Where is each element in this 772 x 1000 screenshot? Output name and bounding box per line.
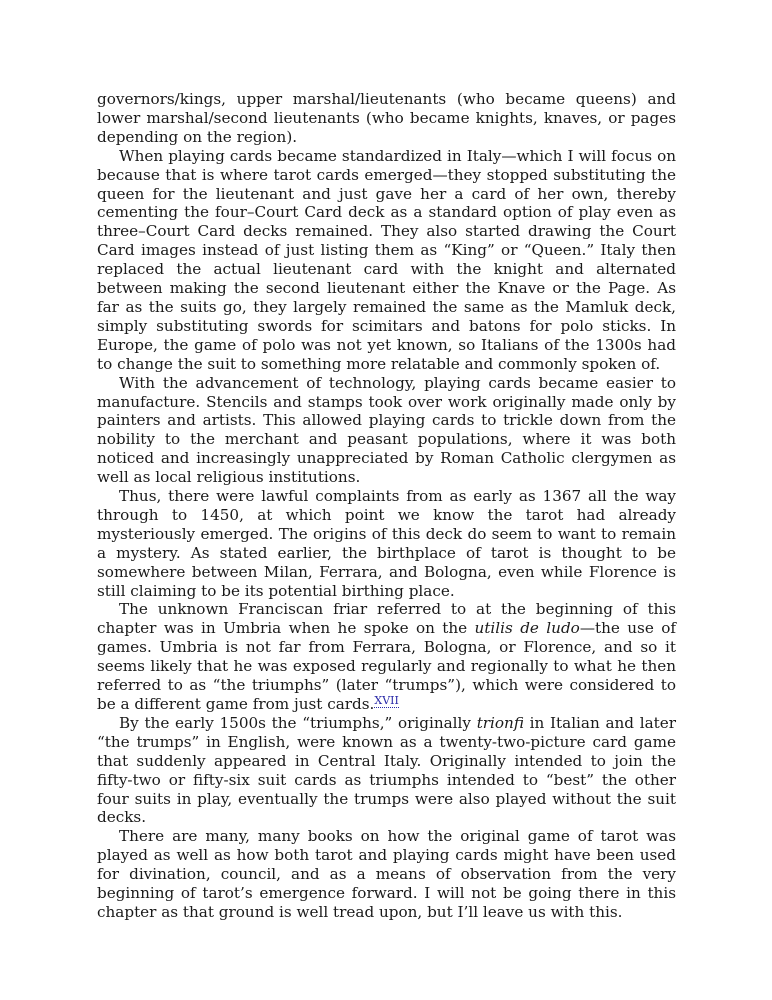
paragraph-6-text-a: By the early 1500s the “triumphs,” originally [119, 713, 477, 732]
footnote-link-xvii[interactable]: XVII [374, 694, 399, 707]
italic-term-utilis-de-ludo: utilis de ludo [474, 619, 580, 638]
paragraph-1: governors/kings, upper marshal/lieutenants (who became queens) and lower marshal/second lieutenants (who became knights, knaves, or pages depending on the region). [97, 90, 676, 146]
paragraph-5-text-a: The unknown Franciscan friar referred to at the beginning of this chapter was in Umbria when he spoke on the [97, 600, 676, 638]
italic-term-trionfi: trionfi [476, 713, 524, 732]
paragraph-2: When playing cards became standardized in Italy—which I will focus on because that is where tarot cards emerged—they stopped substituting the queen for the lieutenant and just gave her a card of her own, thereby cementing the four–Court Card deck as a standard option of play even as three–Court Card decks remained. They also started drawing the Court Card images instead of just listing them as “King” or “Queen.” Italy then replaced the actual lieutenant card with the knight and alternated between making the second lieutenant either the Knave or the Page. As far as the suits go, they largely remained the same as the Mamluk deck, simply substituting swords for scimitars and batons for polo sticks. In Europe, the game of polo was not yet known, so Italians of the 1300s had to change the suit to something more relatable and commonly spoken of. [97, 146, 676, 373]
paragraph-5-text-c: —the use of games. Umbria is not far from Ferrara, Bologna, or Florence, and so it seems likely that he was exposed regularly and regionally to what he then referred to as “the triumphs” (later “trumps”), which were considered to be a different game from just cards. [97, 619, 676, 713]
paragraph-5 [97, 600, 676, 713]
paragraph-6-text-c: in Italian and later “the trumps” in English, were known as a twenty-two-picture card game that suddenly appeared in Central Italy. Originally intended to join the fifty-two or fifty-six suit cards as triumphs intended to “best” the other four suits in play, eventually the trumps were also played without the suit decks. [97, 713, 676, 827]
paragraph-4: Thus, there were lawful complaints from as early as 1367 all the way through to 1450, at which point we know the tarot had already mysteriously emerged. The origins of this deck do seem to want to remain a mystery. As stated earlier, the birthplace of tarot is thought to be somewhere between Milan, Ferrara, and Bologna, even while Florence is still claiming to be its potential birthing place. [97, 487, 676, 600]
paragraph-7: There are many, many books on how the original game of tarot was played as well as how both tarot and playing cards might have been used for divination, council, and as a means of observation from the very beginning of tarot’s emergence forward. I will not be going there in this chapter as that ground is well tread upon, but I’ll leave us with this. [97, 827, 676, 921]
page-body [97, 90, 676, 922]
paragraph-3: With the advancement of technology, playing cards became easier to manufacture. Stencils and stamps took over work originally made only by painters and artists. This allowed playing cards to trickle down from the nobility to the merchant and peasant populations, where it was both noticed and increasingly unappreciated by Roman Catholic clergymen as well as local religious institutions. [97, 373, 676, 487]
paragraph-6 [97, 714, 676, 827]
